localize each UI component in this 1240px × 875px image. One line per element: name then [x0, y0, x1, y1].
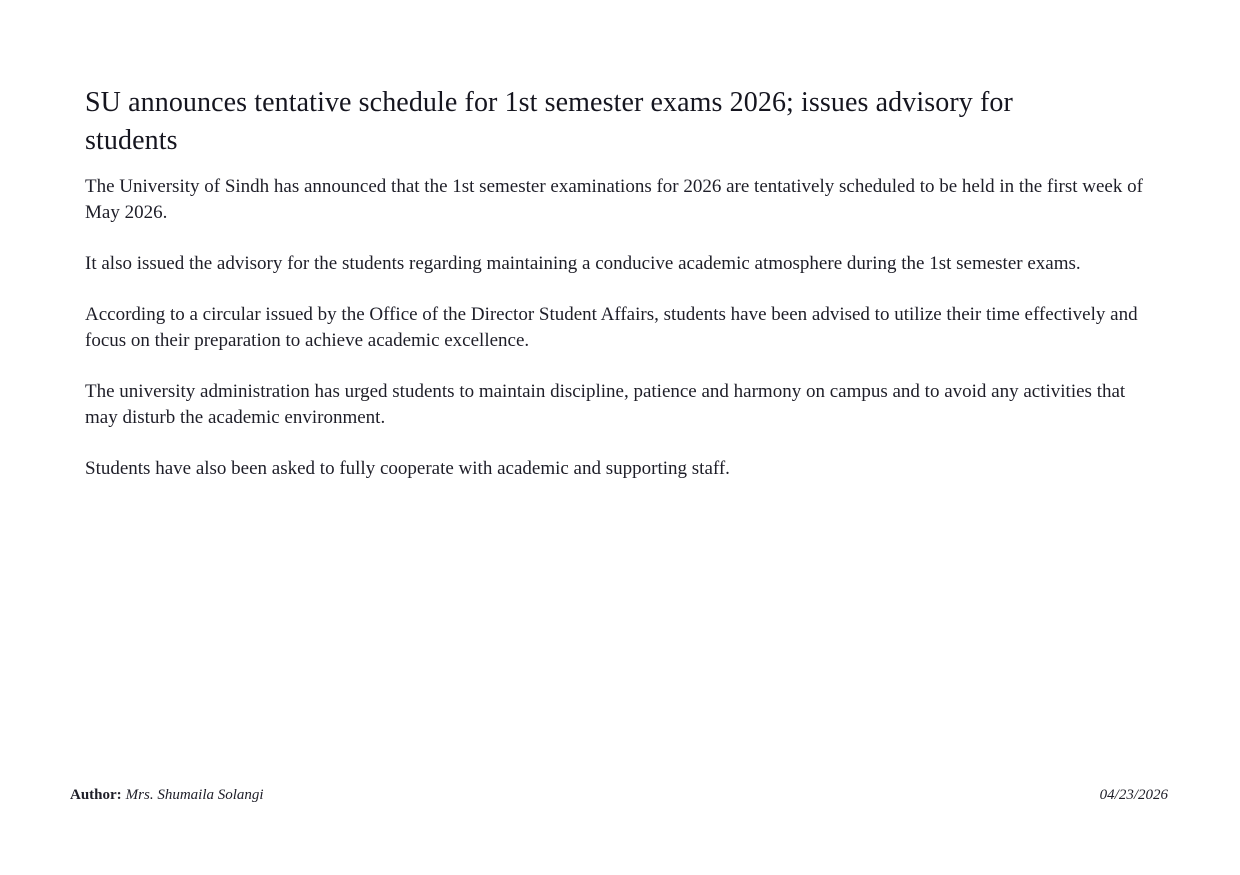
article-body [85, 174, 1145, 482]
article-paragraph: Students have also been asked to fully cooperate with academic and supporting staff. [85, 458, 730, 479]
author-label: Author: [70, 787, 122, 803]
article-paragraph: According to a circular issued by the Office of the Director Student Affairs, students have been advised to utilize their time effectively and focus on their preparation to achieve academic excellence. [85, 304, 1138, 351]
publication-date: 04/23/2026 [1099, 787, 1168, 803]
author-name: Mrs. Shumaila Solangi [125, 787, 264, 803]
article-paragraph: The university administration has urged students to maintain discipline, patience and harmony on campus and to avoid any activities that may disturb the academic environment. [85, 381, 1126, 428]
document-footer [70, 785, 1168, 805]
author-byline [70, 785, 264, 805]
article-paragraph: It also issued the advisory for the students regarding maintaining a conducive academic atmosphere during the 1st semester exams. [85, 253, 1081, 274]
page-title: SU announces tentative schedule for 1st semester exams 2026; issues advisory for students [85, 87, 1013, 156]
article-paragraph: The University of Sindh has announced that the 1st semester examinations for 2026 are tentatively scheduled to be held in the first week of May 2026. [85, 176, 1143, 223]
article [85, 84, 1145, 482]
